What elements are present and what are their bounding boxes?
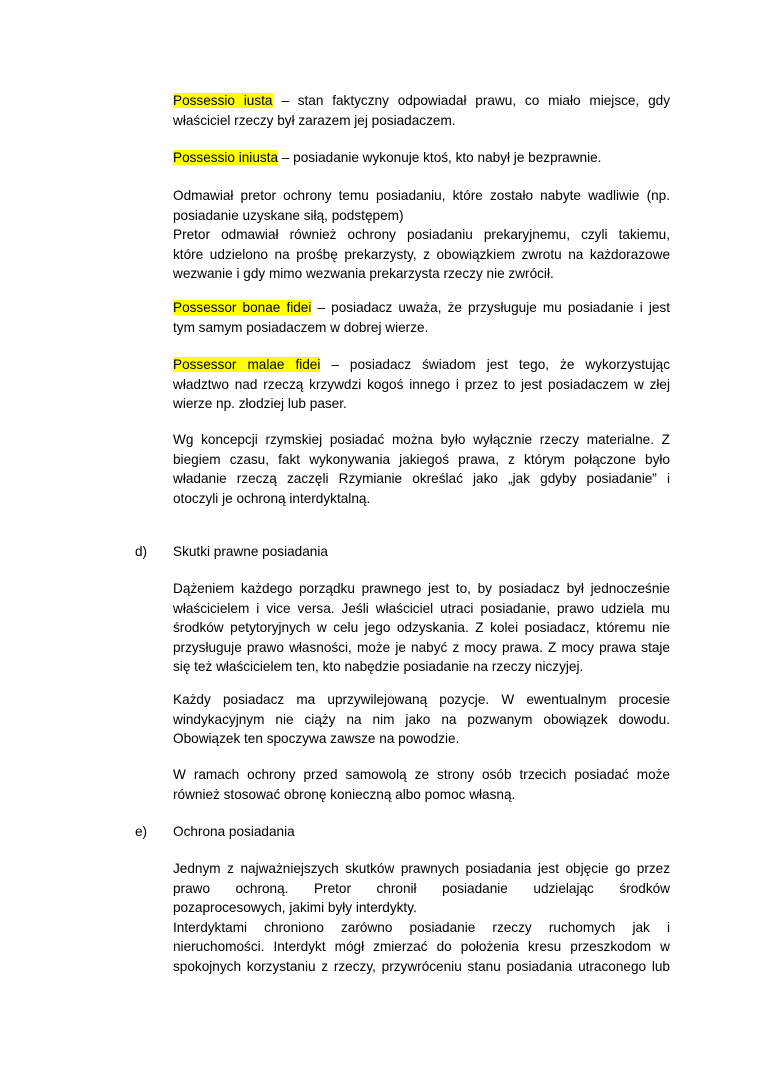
text-line: windykacyjnym nie ciąży na nim jako na pozwanym obowiązek dowodu. [173, 711, 670, 727]
text-line: wierze np. złodziej lub paser. [173, 396, 347, 411]
text-line: biegiem czasu, fakt wykonywania jakiegoś prawa, z którym połączone było [173, 451, 670, 467]
text-line: przysługuje prawo własności, może je nabyć z mocy prawa. Z mocy prawa staje [173, 639, 670, 655]
text-line: Possessio iusta – stan faktyczny odpowiadał prawu, co miało miejsce, gdy [173, 93, 670, 108]
text-line: władztwo nad rzeczą krzywdzi kogoś innego i przez to jest posiadaczem w złej [173, 376, 670, 392]
text-line: Obowiązek ten spoczywa zawsze na powodzie. [173, 731, 460, 746]
paragraph-pretor-odmawial [173, 186, 670, 284]
text-line: Possessor malae fidei – posiadacz świadom jest tego, że wykorzystując [173, 357, 670, 372]
text-line: nieruchomości. Interdykt mógł zmierzać do położenia kresu przeszkodom w [173, 939, 670, 954]
paragraph-possessor-malae-fidei [173, 355, 670, 414]
text-line: spokojnych korzystaniu z rzeczy, przywróceniu stanu posiadania utraconego lub [173, 958, 670, 974]
text-line: Odmawiał pretor ochrony temu posiadaniu, które zostało nabyte wadliwie (np. [173, 188, 670, 203]
text-line: Każdy posiadacz ma uprzywilejowaną pozycje. W ewentualnym procesie [173, 692, 670, 707]
text-line: Possessor bonae fidei – posiadacz uważa, że przysługuje mu posiadanie i jest [173, 300, 670, 315]
text-line: właścicielem i vice versa. Jeśli właściciel utraci posiadanie, prawo udziela mu [173, 600, 670, 616]
text-line: W ramach ochrony przed samowolą ze strony osób trzecich posiadać może [173, 767, 670, 782]
highlighted-term: Possessio iusta [173, 93, 273, 108]
text-line: Possessio iniusta – posiadanie wykonuje ktoś, kto nabył je bezprawnie. [173, 150, 602, 165]
text-line: prawo ochroną. Pretor chronił posiadanie udzielając środków [173, 880, 670, 896]
paragraph-koncepcja-rzymska [173, 430, 670, 508]
highlighted-term: Possessor bonae fidei [173, 300, 312, 315]
text-line: które udzielono na prośbę prekarzysty, z obowiązkiem zwrotu na każdorazowe [173, 246, 670, 262]
section-d-paragraph-2 [173, 690, 670, 749]
paragraph-possessio-iusta [173, 91, 670, 130]
text-line: władanie rzeczą zaczęli Rzymianie określać jako „jak gdyby posiadanie” i [173, 471, 670, 486]
text-line: Wg koncepcji rzymskiej posiadać można było wyłącznie rzeczy materialne. Z [173, 432, 670, 447]
text-line: Pretor odmawiał również ochrony posiadaniu prekaryjnemu, czyli takiemu, [173, 227, 670, 242]
section-d-paragraph-3 [173, 765, 670, 804]
text-line: posiadanie uzyskane siłą, podstępem) [173, 207, 404, 223]
text-line: wezwanie i gdy mimo wezwania prekarzysta rzeczy nie zwrócił. [173, 266, 554, 281]
text-line: pozaprocesowych, jakimi były interdykty. [173, 900, 417, 915]
paragraph-possessio-iniusta [173, 148, 670, 168]
text-line: się też właścicielem ten, kto nabędzie posiadanie na rzeczy niczyjej. [173, 659, 584, 674]
section-e-paragraph-1 [173, 859, 670, 976]
text-line: środków petytoryjnych w celu jego odzyskania. Z kolei posiadacz, któremu nie [173, 620, 670, 635]
text-line: Interdyktami chroniono zarówno posiadanie rzeczy ruchomych jak i [173, 919, 670, 935]
section-e-marker: e) [135, 824, 148, 839]
text-line: tym samym posiadaczem w dobrej wierze. [173, 319, 429, 335]
text-line: Jednym z najważniejszych skutków prawnych posiadania jest objęcie go przez [173, 861, 670, 876]
text-line: Dążeniem każdego porządku prawnego jest to, by posiadacz był jednocześnie [173, 581, 670, 596]
section-d-paragraph-1 [173, 579, 670, 677]
highlighted-term: Possessio iniusta [173, 150, 279, 165]
text-line: również stosować obronę konieczną albo pomoc własną. [173, 786, 516, 802]
highlighted-term: Possessor malae fidei [173, 357, 321, 372]
text-line: otoczyli je ochroną interdyktalną. [173, 490, 371, 506]
section-e-title: Ochrona posiadania [173, 824, 295, 839]
section-d-marker: d) [135, 544, 148, 559]
section-d-title: Skutki prawne posiadania [173, 544, 328, 559]
text-line: właściciel rzeczy był zarazem jej posiadaczem. [173, 112, 456, 128]
paragraph-possessor-bonae-fidei [173, 298, 670, 337]
